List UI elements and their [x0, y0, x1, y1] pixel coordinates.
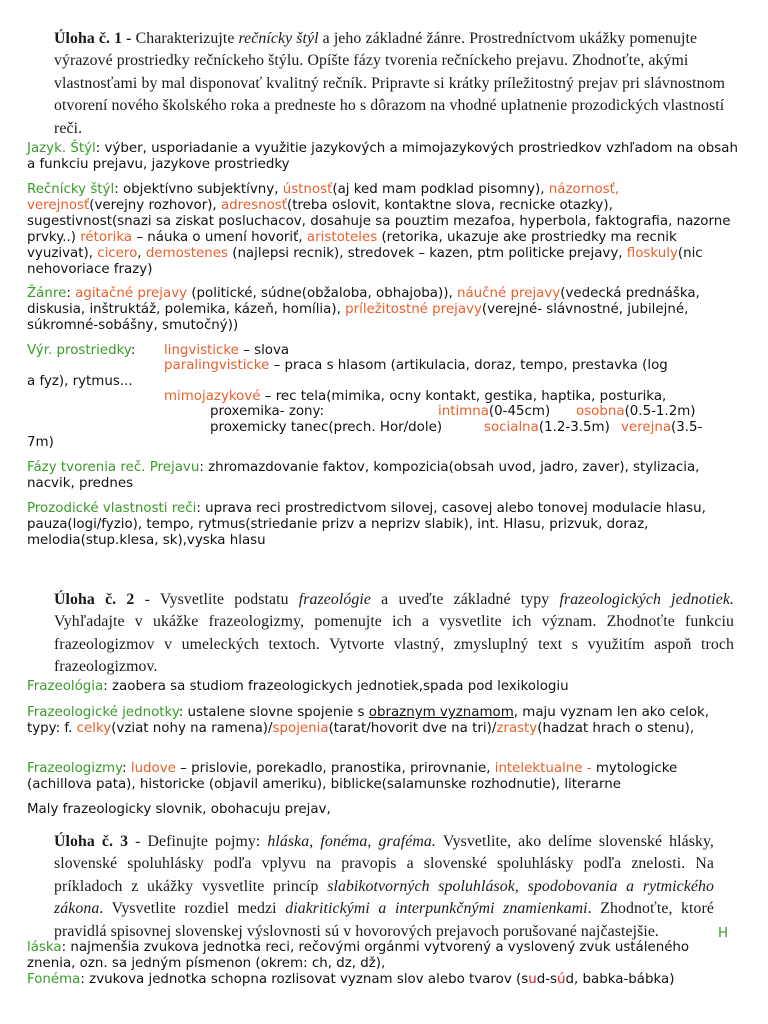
- text-run: ,: [137, 246, 146, 261]
- zona-osobna: [576, 404, 695, 420]
- maly-slovnik-paragraph: Maly frazeologicky slovnik, obohacuju prejav,: [27, 802, 331, 817]
- text-run: floskuly: [626, 246, 678, 261]
- text-run: adresnosť: [220, 198, 287, 213]
- zona-verejna: [621, 420, 702, 436]
- task-1-number: Úloha č. 1 -: [54, 30, 132, 47]
- text-run: osobna: [576, 404, 625, 419]
- text-run: intimna: [438, 404, 489, 419]
- task-2-number: Úloha č. 2: [54, 591, 135, 608]
- text-run: – praca s hlasom (artikulacia, doraz, tempo, prestavka (log: [269, 358, 668, 373]
- text-run: : ustalene slovne spojenie s: [178, 705, 369, 720]
- text-run: :: [130, 343, 136, 358]
- frazeologizmy-paragraph: [27, 761, 740, 793]
- text-run: : najmenšia zvukova jednotka reci, rečovými orgánmi vytvorený a vyslovený zvuk ustáleného znenia, ozn. sa jedným písmenon (okrem: ch, dz, dž),: [27, 940, 690, 971]
- text-run: cicero: [97, 246, 138, 261]
- text-run: príležitostné prejavy: [345, 302, 482, 317]
- text-run: frazeologických jednotiek.: [559, 591, 734, 608]
- paralingvisticke-line: [164, 358, 668, 374]
- text-run: : uprava reci prostredictvom silovej, casovej alebo tonovej modulacie hlasu, pauza(logi/fyzio), tempo, rytmus(striedanie prizv a neprizv slabik), int. Hlasu, prizvuk, doraz, melodia(stup.klesa, sk),vyska hlasu: [27, 501, 706, 548]
- text-run: slabikotvorných spoluhlások, spodobovania a rytmického zákona: [54, 877, 714, 918]
- text-run: (najlepsi recnik), stredovek – kazen, ptm politicke prejavy,: [227, 246, 627, 261]
- text-run: (vedecká prednáška, diskusia, inštruktáž, polemika, kázeň, homília),: [27, 286, 700, 317]
- text-run: a uveďte základné typy: [370, 591, 560, 608]
- task-3-number: Úloha č. 3: [54, 833, 129, 850]
- text-run: celky: [76, 721, 112, 736]
- frazeologicke-jednotky-paragraph: [27, 705, 740, 737]
- text-run: (tarat/hovorit dve na tri)/: [328, 721, 497, 736]
- text-run: lingvisticke: [164, 343, 239, 358]
- term-recnicky-styl: Rečnícky štýl: [27, 182, 115, 197]
- text-run: (retorika, ukazuje ake prostriedky ma recnik vyuzivat),: [27, 230, 677, 261]
- text-run: ludove: [130, 761, 176, 776]
- text-run: paralingvisticke: [164, 358, 270, 373]
- lingvisticke-line: [164, 343, 289, 359]
- frazeologia-paragraph: [27, 679, 740, 695]
- text-run: diakritickými a interpunkčnými znamienkami: [285, 900, 588, 918]
- text-run: u: [528, 972, 537, 987]
- text-run: (3.5-: [671, 420, 703, 435]
- text-run: názornosť,: [548, 182, 620, 197]
- proxemicky-tanec: proxemicky tanec(prech. Hor/dole): [210, 420, 443, 435]
- text-run: . Zhodnoťte, ktoré pravidlá spisovnej slovenskej výslovnosti sú v hovorových prejavoch porušované najčastejšie.: [54, 900, 715, 940]
- text-run: – slova: [238, 343, 290, 358]
- text-run: ú: [557, 972, 566, 987]
- text-run: (treba oslovit, kontaktne slova, recnicke otazky), sugestivnost(snazi sa ziskat posluchacov, dosahuje sa pouztim mezafoa, hyperbola, faktografia, nazorne prvky..): [27, 198, 731, 245]
- text-run: – rec tela(mimika, ocny kontakt, gestika, haptika, posturika,: [260, 389, 667, 404]
- text-run: (0.5-1.2m): [624, 404, 696, 419]
- text-run: - Vysvetlite podstatu: [134, 591, 299, 608]
- text-run: Vysvetlite, ako delíme slovenské hlásky, slovenské spoluhlásky podľa vplyvu na pravopis a slovenské spoluhlásky podľa znelosti. Na príkladoch z ukážky vysvetlite princíp: [54, 833, 714, 895]
- text-run: ústnosť: [282, 182, 333, 197]
- text-run: rétorika: [80, 230, 133, 245]
- text-run: (1.2-3.5m): [538, 420, 610, 435]
- jazyk-styl-paragraph: Jazyk. Štýl: výber, usporiadanie a využitie jazykových a mimojazykových prostriedkov vzhľadom na obsah a funkciu prejavu, jazykove prostriedky: [27, 141, 738, 172]
- term-frazeologizmy: Frazeologizmy: [27, 761, 123, 776]
- scan-top-edge: [0, 0, 768, 22]
- text-run: zrasty: [496, 721, 538, 736]
- zona-verejna-tail: 7m): [27, 435, 54, 450]
- text-run: Vyhľadajte v ukážke frazeologizmy, pomenujte ich a vysvetlite ich význam. Zhodnoťte funkciu frazeologizmov v umeleckých textoch. Vytvorte vlastný, zmysluplný text s využitím aspoň troch frazeologizmov.: [54, 613, 734, 676]
- text-run: aristoteles: [306, 230, 378, 245]
- text-run: (verejny rozhovor),: [89, 198, 221, 213]
- text-run: : objektívno subjektívny,: [114, 182, 283, 197]
- text-run: mimojazykové: [164, 389, 261, 404]
- text-run: d, babka-bábka): [565, 972, 675, 987]
- task-2-prompt: [54, 589, 734, 679]
- text-run: hláska, fonéma, grafémа.: [267, 833, 436, 850]
- stray-letter-h: H: [718, 926, 729, 941]
- text-run: (hadzat hrach o stenu),: [537, 721, 695, 736]
- text-run: obraznym vyznamom: [368, 705, 514, 720]
- text-run: (0-45cm): [488, 404, 551, 419]
- mimojazykove-line: [164, 389, 666, 405]
- text-run: – prislovie, porekadlo, pranostika, prirovnanie,: [175, 761, 495, 776]
- text-run: (verejné- slávnostné, jubilejné, súkromné-sobášny, smutočný)): [27, 302, 689, 333]
- term-frazeologia: Frazeológia: [27, 679, 104, 694]
- text-run: demostenes: [145, 246, 228, 261]
- text-run: : zhromazdovanie faktov, kompozicia(obsah uvod, jadro, zaver), stylizacia, nacvik, prednes: [27, 460, 700, 491]
- term-vyr-prostriedky: [27, 343, 135, 359]
- text-run: (politické, súdne(obžaloba, obhajoba)),: [187, 286, 457, 301]
- task-1-prompt: Úloha č. 1 - Charakterizujte rečnícky štýl a jeho základné žánre. Prostredníctvom ukážky pomenujte výrazové prostriedky rečníckeho štýlu. Opíšte fázy tvorenia rečníckeho prejavu. Zhodnoťte, akými vlastnosťami by mal disponovať kvalitný rečník. Pripravte si krátky príležitostný prejav pri slávnostnom otvorení nového školského roka a predneste ho s dôrazom na vhodné uplatnenie prozodických vlastností reči.: [54, 30, 726, 137]
- text-run: :: [122, 761, 131, 776]
- task-3-prompt: [54, 831, 714, 943]
- zanre-paragraph: [27, 286, 740, 334]
- text-run: , maju vyznam len ako celok, typy: f.: [27, 705, 710, 736]
- prozodicke-paragraph: [27, 501, 740, 549]
- fazy-paragraph: [27, 460, 740, 492]
- term-frazeologicke-jednotky: Frazeologické jednotky: [27, 705, 179, 720]
- text-run: verejna: [621, 420, 672, 435]
- text-run: – náuka o umení hovoriť,: [132, 230, 307, 245]
- text-run: :: [66, 286, 76, 301]
- text-run: spojenia: [272, 721, 329, 736]
- term-zanre: Žánre: [27, 286, 67, 301]
- term-fonema: Fonéma: [27, 972, 81, 987]
- text-run: frazeológie: [298, 591, 371, 608]
- fonema-paragraph: [27, 972, 740, 988]
- text-run: (aj ked mam podklad pisomny),: [332, 182, 549, 197]
- text-run: d-s: [536, 972, 558, 987]
- text-run: - Definujte pojmy:: [128, 833, 268, 850]
- hlaska-paragraph: [27, 940, 740, 972]
- paralingvisticke-line-2: a fyz), rytmus...: [27, 374, 133, 389]
- zona-intimna: [438, 404, 550, 420]
- term-prozodicke: Prozodické vlastnosti reči: [27, 501, 197, 516]
- text-run: (nic nehovoriace frazy): [27, 246, 703, 277]
- text-run: intelektualne -: [494, 761, 592, 776]
- term-fazy: Fázy tvorenia reč. Prejavu: [27, 460, 200, 475]
- text-run: socialna: [484, 420, 539, 435]
- text-run: mytologicke (achillova pata), historicke (objavil ameriku), biblicke(salamunske rozhodnutie), literarne: [27, 761, 678, 792]
- zona-socialna: [484, 420, 610, 436]
- text-run: Výr. prostriedky: [27, 343, 131, 358]
- recnicky-styl-paragraph: [27, 182, 740, 278]
- text-run: : zaobera sa studiom frazeologickych jednotiek,spada pod lexikologiu: [103, 679, 569, 694]
- term-jazyk-styl: Jazyk. Štýl: [27, 141, 96, 156]
- text-run: : zvukova jednotka schopna rozlisovat vyznam slov alebo tvarov (s: [80, 972, 529, 987]
- term-hlaska: láska: [27, 940, 62, 955]
- text-run: . Vysvetlite rozdiel medzi: [99, 900, 286, 918]
- text-run: náučné prejavy: [456, 286, 561, 301]
- text-run: verejnosť: [27, 198, 90, 213]
- text-run: (vziat nohy na ramena)/: [111, 721, 273, 736]
- proxemika-zony: proxemika- zony:: [210, 404, 324, 419]
- text-run: agitačné prejavy: [75, 286, 188, 301]
